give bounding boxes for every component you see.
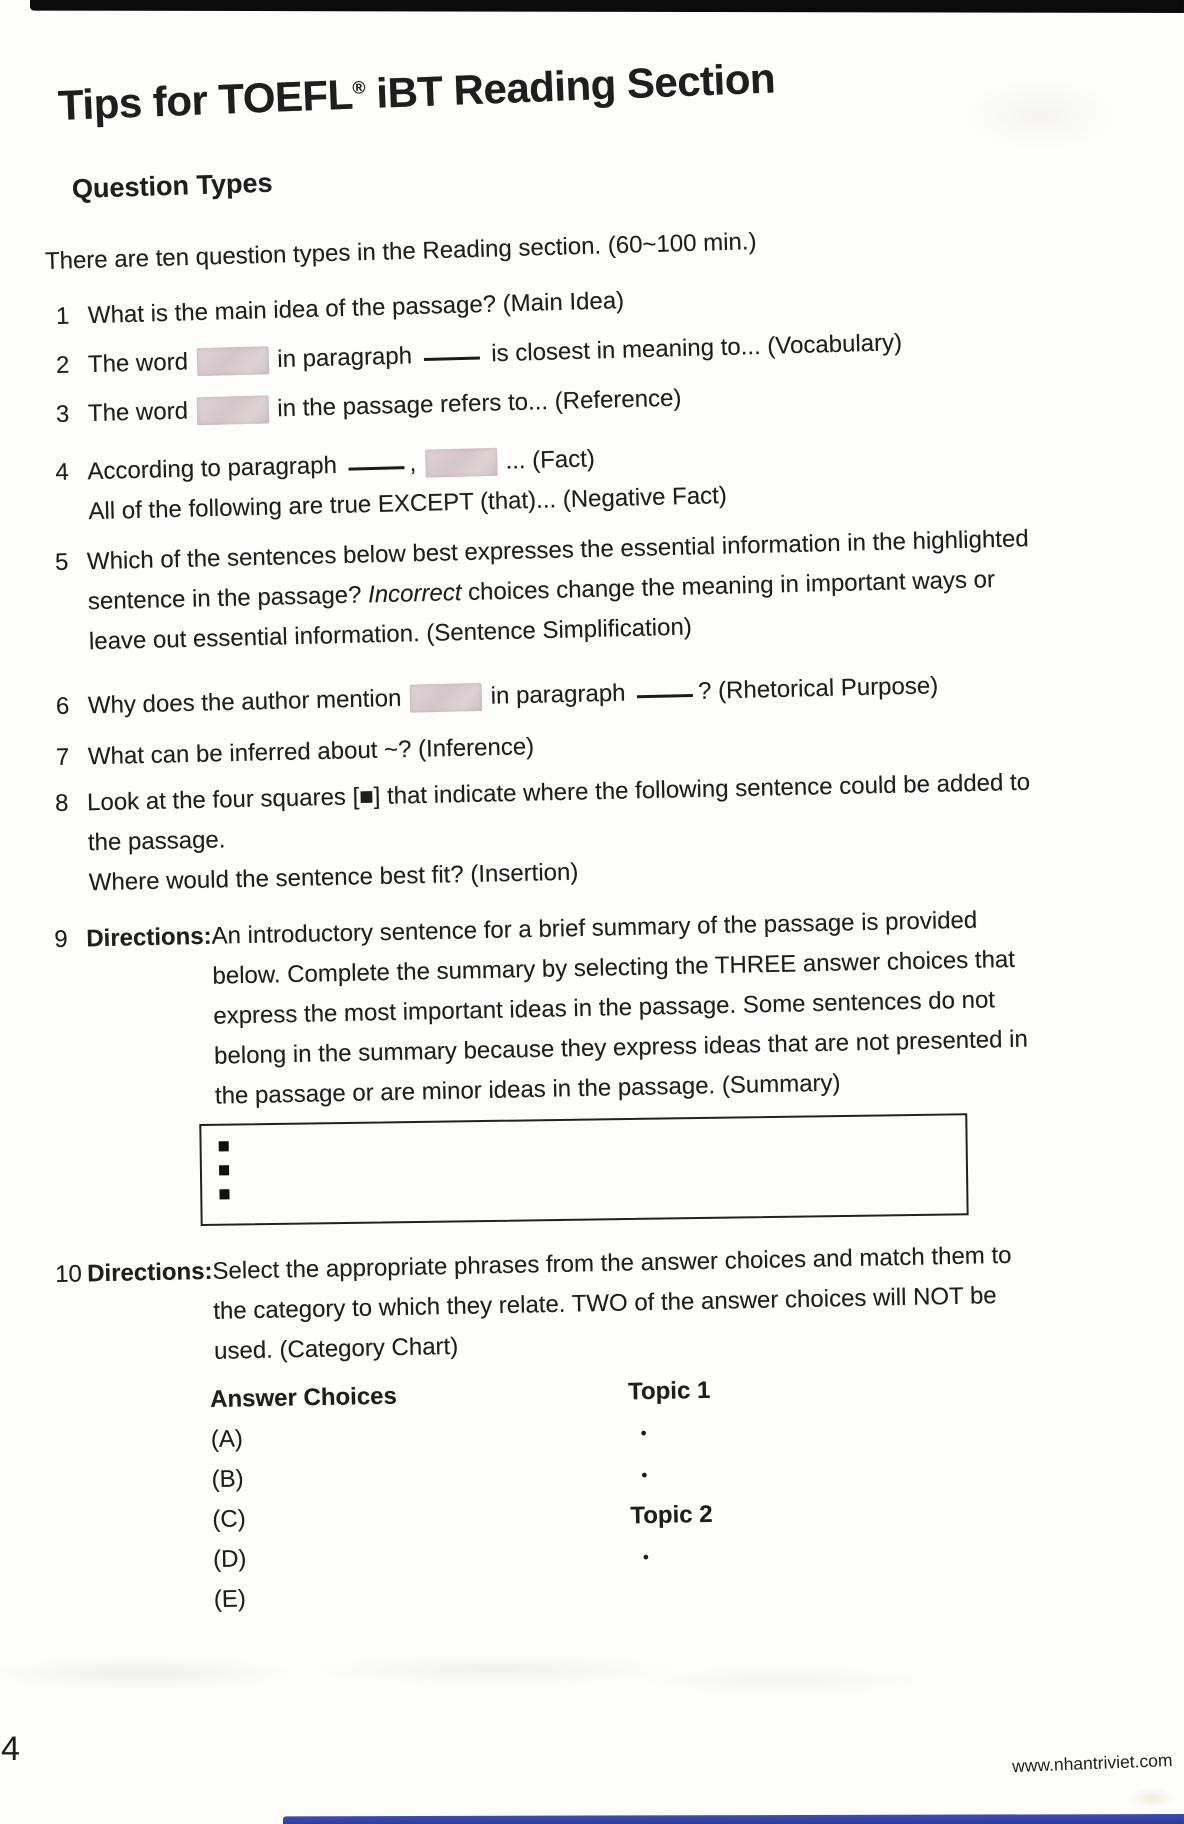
blank-line (637, 694, 693, 698)
question-text (87, 281, 624, 336)
question-number: 3 (55, 400, 70, 428)
question-number: 10 (54, 1260, 83, 1289)
topic-bullet-row (629, 1453, 712, 1496)
question-line: below. Complete the summary by selecting the THREE answer choices that (212, 945, 1016, 990)
question-item (55, 1232, 1184, 1375)
question-line: sentence in the passage? Incorrect choices change the meaning in important ways or (87, 566, 996, 616)
question-line: Which of the sentences below best expresses the essential information in the highlighted (86, 525, 1029, 576)
topic-bullet-row (628, 1411, 711, 1454)
question-number: 4 (55, 458, 70, 487)
square-bullet-icon: ■ (218, 1186, 231, 1202)
question-number: 8 (54, 789, 69, 818)
question-line: express the most important ideas in the passage. Some sentences do not (213, 986, 996, 1030)
question-line: The word in paragraph is closest in meaning to... (Vocabulary) (87, 329, 903, 379)
question-line: used. (Category Chart) (213, 1332, 459, 1365)
answer-choices-header: Answer Choices (209, 1382, 398, 1414)
question-text (87, 379, 681, 435)
question-number: 2 (55, 351, 70, 379)
question-line: the passage or are minor ideas in the passage. (Summary) (214, 1069, 841, 1110)
question-type-list (54, 287, 1184, 1620)
category-chart (210, 1362, 1184, 1620)
question-text (88, 666, 939, 726)
section-heading: Question Types (71, 167, 273, 204)
question-item (55, 515, 1184, 663)
page-number: 4 (1, 1730, 20, 1768)
summary-answer-box (199, 1113, 968, 1226)
question-line: Look at the four squares [■] that indicate where the following sentence could be added to (86, 768, 1031, 817)
topic-bullet-row (631, 1535, 714, 1578)
question-line: An introductory sentence for a brief summary of the passage is provided (211, 906, 978, 950)
question-line: belong in the summary because they express ideas that are not presented in (213, 1025, 1029, 1070)
title-text: iBT Reading Section (364, 54, 776, 118)
question-line: According to paragraph , ... (Fact) (87, 445, 596, 486)
answer-choice: (B) (211, 1465, 244, 1494)
intro-text: There are ten question types in the Reading section. (60~100 min.) (44, 228, 757, 275)
question-number: 1 (55, 302, 70, 330)
topic-header: Topic 1 (627, 1376, 711, 1406)
answer-choices-column (210, 1372, 632, 1620)
redacted-word-box (196, 346, 269, 376)
question-line: the passage. (87, 826, 226, 857)
question-item (55, 424, 1184, 533)
blank-line (424, 357, 480, 362)
question-text (87, 519, 1032, 662)
question-text (87, 763, 1033, 904)
question-number: 5 (54, 548, 69, 577)
page-title (57, 33, 1184, 129)
question-text (212, 1236, 1013, 1372)
topic-header: Topic 2 (630, 1500, 713, 1530)
title-text: Tips for TOEFL (57, 70, 354, 129)
directions-label: Directions: (86, 1257, 213, 1288)
question-text (88, 727, 535, 777)
redacted-word-box (425, 448, 498, 478)
website-url: www.nhantriviet.com (1011, 1750, 1173, 1777)
question-line: The word in the passage refers to... (Reference) (87, 384, 682, 428)
dot-bullet-icon: • (640, 1547, 651, 1568)
question-line: the category to which they relate. TWO of the answer choices will NOT be (213, 1282, 997, 1325)
question-number: 7 (55, 743, 70, 771)
dot-bullet-icon: • (638, 1423, 649, 1444)
answer-choice: (D) (212, 1545, 247, 1573)
question-line: Where would the sentence best fit? (Insertion) (88, 858, 579, 897)
question-line: What is the main idea of the passage? (Main Idea) (87, 287, 625, 330)
question-line: What can be inferred about ~? (Inference) (87, 733, 535, 771)
registered-trademark-mark: ® (352, 77, 366, 98)
redacted-word-box (196, 395, 269, 425)
question-line: Select the appropriate phrases from the answer choices and match them to (212, 1241, 1012, 1285)
answer-choice: (E) (213, 1585, 247, 1613)
square-bullet-icon: ■ (217, 1138, 231, 1154)
question-item (54, 896, 1184, 1120)
blank-line (349, 466, 405, 470)
question-line: Why does the author mention in paragraph ? (Rhetorical Purpose) (87, 672, 939, 720)
square-bullet-icon: ■ (217, 1162, 231, 1178)
question-text (87, 436, 727, 532)
answer-choice: (C) (212, 1505, 246, 1533)
italic-text: Incorrect (367, 579, 462, 609)
question-number: 9 (54, 925, 68, 954)
answer-choice: (A) (210, 1425, 244, 1454)
topics-column (628, 1371, 715, 1612)
question-text (211, 900, 1029, 1117)
dot-bullet-icon: • (639, 1465, 650, 1486)
directions-label: Directions: (86, 922, 212, 953)
question-line: leave out essential information. (Sentence Simplification) (88, 613, 693, 656)
question-item (55, 759, 1184, 904)
redacted-word-box (410, 683, 483, 713)
scan-edge-bottom (283, 1814, 1184, 1824)
question-number: 6 (55, 692, 70, 720)
question-line: All of the following are true EXCEPT (that)... (Negative Fact) (88, 482, 728, 526)
